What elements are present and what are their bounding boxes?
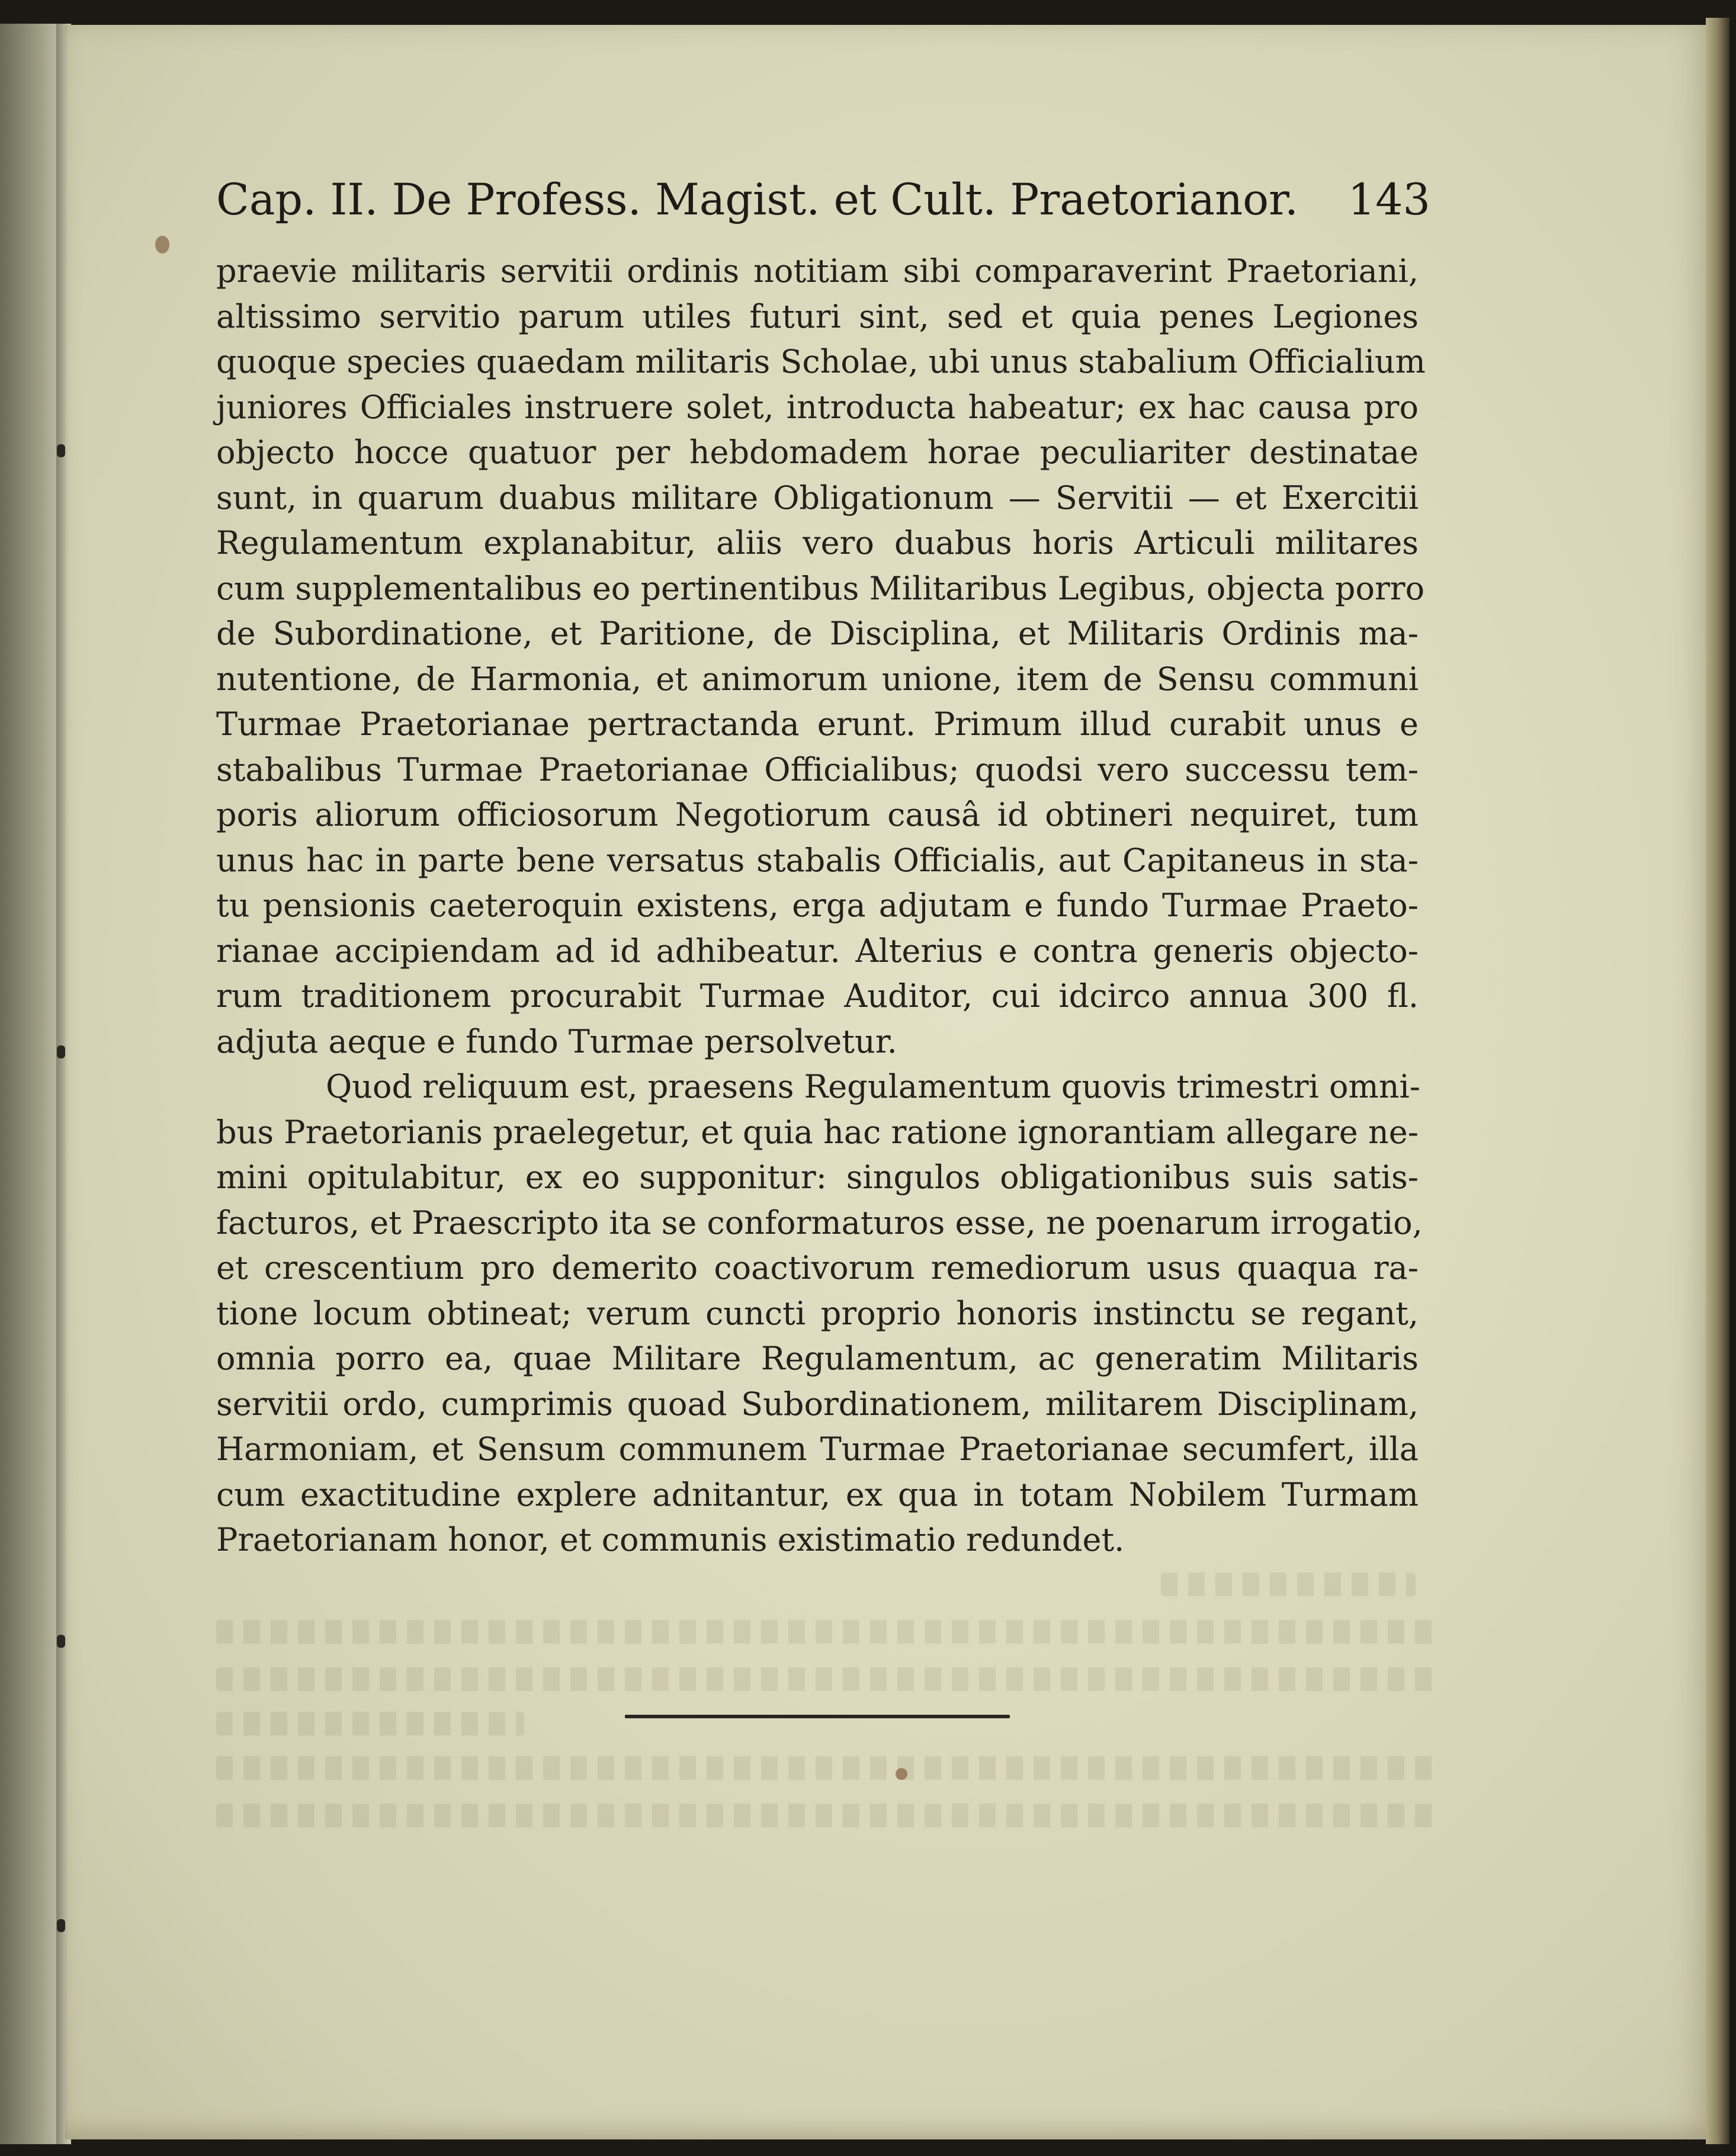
- text-line: altissimo servitio parum utiles futuri sint, sed et quia penes Legiones: [216, 297, 1419, 335]
- text-line: tione locum obtineat; verum cuncti proprio honoris instinctu se regant,: [216, 1294, 1419, 1332]
- text-line: Turmae Praetorianae pertractanda erunt. Primum illud curabit unus e: [216, 705, 1419, 743]
- foxing-spot: [896, 1768, 907, 1780]
- text-line: facturos, et Praescripto ita se conformaturos esse, ne poenarum irrogatio,: [216, 1204, 1423, 1241]
- binding-stitch-icon: [57, 1919, 65, 1932]
- text-line: bus Praetorianis praelegetur, et quia hac ratione ignorantiam allegare ne-: [216, 1113, 1419, 1151]
- text-line: rum traditionem procurabit Turmae Auditor, cui idcirco annua 300 fl.: [216, 977, 1419, 1015]
- bleed-through: [216, 1712, 524, 1735]
- text-line: juniores Officiales instruere solet, introducta habeatur; ex hac causa pro: [216, 388, 1419, 426]
- text-line: quoque species quaedam militaris Scholae, ubi unus stabalium Officialium: [216, 343, 1426, 380]
- text-line: mini opitulabitur, ex eo supponitur: singulos obligationibus suis satis-: [216, 1159, 1419, 1196]
- text-line: stabalibus Turmae Praetorianae Officialibus; quodsi vero successu tem-: [216, 750, 1419, 788]
- text-line: praevie militaris servitii ordinis notitiam sibi comparaverint Praetoriani,: [216, 252, 1419, 290]
- page-number: 143: [1347, 175, 1430, 225]
- binding-stitch-icon: [57, 444, 65, 457]
- binding-stitch-icon: [57, 1635, 65, 1648]
- text-line: poris aliorum officiosorum Negotiorum causâ id obtineri nequiret, tum: [216, 796, 1419, 833]
- text-line: Quod reliquum est, praesens Regulamentum quovis trimestri omni-: [326, 1068, 1420, 1105]
- binding-gutter: [56, 24, 68, 2144]
- text-line: cum exactitudine explere adnitantur, ex qua in totam Nobilem Turmam: [216, 1475, 1419, 1513]
- text-line: de Subordinatione, et Paritione, de Disciplina, et Militaris Ordinis ma-: [216, 615, 1419, 652]
- text-line: Praetorianam honor, et communis existimatio redundet.: [216, 1521, 1125, 1558]
- bleed-through: [216, 1620, 1436, 1644]
- text-line: omnia porro ea, quae Militare Regulamentum, ac generatim Militaris: [216, 1340, 1419, 1377]
- text-line: Regulamentum explanabitur, aliis vero duabus horis Articuli militares: [216, 524, 1419, 562]
- bleed-through: [216, 1667, 1436, 1691]
- text-line: nutentione, de Harmonia, et animorum unione, item de Sensu communi: [216, 660, 1419, 698]
- bleed-through: [1161, 1573, 1416, 1596]
- text-line: Harmoniam, et Sensum communem Turmae Praetorianae secumfert, illa: [216, 1430, 1419, 1468]
- chapter-title: Cap. II. De Profess. Magist. et Cult. Praetorianor.: [216, 175, 1299, 225]
- text-line: objecto hocce quatuor per hebdomadem horae peculiariter destinatae: [216, 434, 1419, 471]
- foxing-spot: [155, 236, 169, 254]
- page-edge: [1706, 18, 1729, 2144]
- text-line: servitii ordo, cumprimis quoad Subordinationem, militarem Disciplinam,: [216, 1385, 1419, 1423]
- text-line: unus hac in parte bene versatus stabalis Officialis, aut Capitaneus in sta-: [216, 841, 1419, 879]
- text-line: tu pensionis caeteroquin existens, erga adjutam e fundo Turmae Praeto-: [216, 887, 1419, 924]
- running-header: [216, 175, 1430, 240]
- text-line: adjuta aeque e fundo Turmae persolvetur.: [216, 1022, 897, 1060]
- text-line: et crescentium pro demerito coactivorum remediorum usus quaqua ra-: [216, 1249, 1419, 1286]
- text-line: rianae accipiendam ad id adhibeatur. Alterius e contra generis objecto-: [216, 932, 1419, 970]
- bleed-through: [216, 1804, 1436, 1827]
- text-line: cum supplementalibus eo pertinentibus Militaribus Legibus, objecta porro: [216, 569, 1425, 607]
- text-line: sunt, in quarum duabus militare Obligationum — Servitii — et Exercitii: [216, 479, 1419, 516]
- body-text: [216, 249, 1426, 1563]
- binding-stitch-icon: [57, 1045, 65, 1058]
- end-rule: [625, 1715, 1010, 1718]
- bleed-through: [216, 1756, 1436, 1780]
